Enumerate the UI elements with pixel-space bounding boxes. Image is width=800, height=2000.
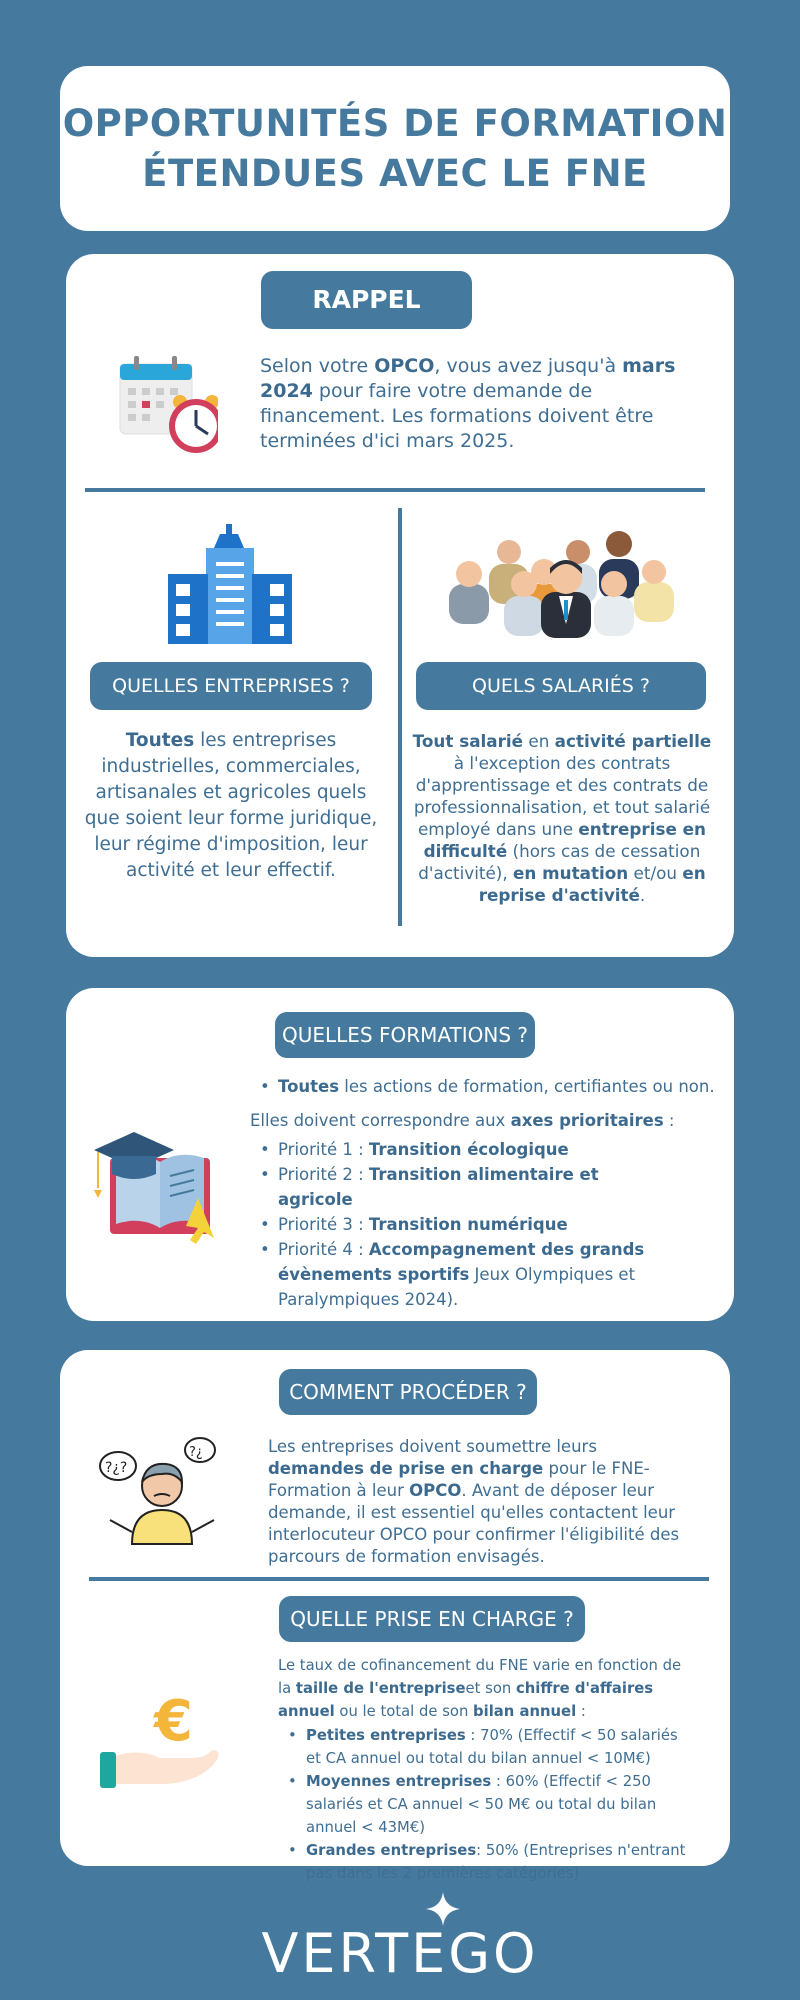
prise-heading: QUELLE PRISE EN CHARGE ? bbox=[279, 1596, 585, 1642]
priority-item: • Priorité 1 : Transition écologique bbox=[256, 1137, 666, 1162]
confused-person-icon bbox=[96, 1436, 226, 1546]
salaries-text: Tout salarié en activité partielle à l'exception des contrats d'apprentissage et des contrats de professionnalisation, et tout salarié employé dans une entreprise en difficulté (hors cas de cessation d'activité), en mutation et/ou en reprise d'activité. bbox=[412, 731, 712, 905]
priority-item: • Priorité 4 : Accompagnement des grands évènements sportifs Jeux Olympiques et Paralympiques 2024). bbox=[256, 1237, 666, 1312]
rappel-text: Selon votre OPCO, vous avez jusqu'à mars 2024 pour faire votre demande de financement. Les formations doivent être terminées d'ici mars 2025. bbox=[260, 355, 676, 452]
prise-list bbox=[284, 1724, 694, 1885]
formations-priorities bbox=[256, 1137, 666, 1312]
formations-card bbox=[66, 988, 734, 1321]
group-of-people-icon bbox=[449, 514, 679, 639]
office-building-icon bbox=[166, 516, 296, 646]
svg-text:?¿: ?¿ bbox=[189, 1445, 203, 1460]
title-line-2: ÉTENDUES AVEC LE FNE bbox=[142, 151, 648, 195]
formations-heading: QUELLES FORMATIONS ? bbox=[275, 1012, 535, 1058]
prise-item: • Petites entreprises : 70% (Effectif < 50 salariés et CA annuel ou total du bilan annuel < 10M€) bbox=[284, 1724, 694, 1770]
divider-horizontal-2 bbox=[89, 1577, 709, 1581]
divider-vertical bbox=[398, 508, 402, 926]
priority-item: • Priorité 3 : Transition numérique bbox=[256, 1212, 666, 1237]
proceder-text: Les entreprises doivent soumettre leurs demandes de prise en charge pour le FNE-Formation à leur OPCO. Avant de déposer leur demande, il est essentiel qu'elles contactent leur interlocuteur OPCO pour confirmer l'éligibilité des parcours de formation envisagés. bbox=[268, 1437, 680, 1566]
page-title bbox=[63, 99, 728, 199]
formations-all-item: • Toutes les actions de formation, certifiantes ou non. bbox=[256, 1076, 726, 1098]
priority-item: • Priorité 2 : Transition alimentaire et agricole bbox=[256, 1162, 666, 1212]
entreprises-text: Toutes les entreprises industrielles, commerciales, artisanales et agricoles quels que soient leur forme juridique, leur régime d'imposition, leur activité et leur effectif. bbox=[84, 730, 378, 881]
proceder-heading: COMMENT PROCÉDER ? bbox=[279, 1369, 537, 1415]
prise-item: • Moyennes entreprises : 60% (Effectif < 250 salariés et CA annuel < 50 M€ ou total du bilan annuel < 43M€) bbox=[284, 1770, 694, 1839]
rappel-heading: RAPPEL bbox=[261, 271, 472, 329]
title-line-1: OPPORTUNITÉS DE FORMATION bbox=[62, 101, 728, 145]
formations-all bbox=[256, 1076, 726, 1098]
svg-text:€: € bbox=[154, 1689, 193, 1754]
graduation-book-icon bbox=[90, 1128, 235, 1248]
title-card bbox=[60, 66, 730, 231]
formations-axes: Elles doivent correspondre aux axes prioritaires : bbox=[250, 1111, 675, 1130]
hand-euro-icon bbox=[100, 1686, 230, 1796]
svg-text:?¿?: ?¿? bbox=[105, 1460, 128, 1476]
prise-text: Le taux de cofinancement du FNE varie en fonction de la taille de l'entrepriseet son chiffre d'affaires annuel ou le total de son bilan annuel : bbox=[278, 1657, 682, 1720]
proceder-card bbox=[60, 1350, 730, 1882]
vertego-logo bbox=[0, 1886, 800, 1986]
divider-horizontal bbox=[85, 488, 705, 492]
prise-item: • Grandes entreprises: 50% (Entreprises n'entrant pas dans les 2 premières catégories) bbox=[284, 1839, 694, 1885]
brand-name: VERTEGO bbox=[261, 1922, 539, 1985]
rappel-card bbox=[66, 254, 734, 957]
entreprises-heading: QUELLES ENTREPRISES ? bbox=[90, 662, 372, 710]
salaries-heading: QUELS SALARIÉS ? bbox=[416, 662, 706, 710]
calendar-clock-icon bbox=[118, 354, 218, 464]
sparkle-icon bbox=[426, 1892, 460, 1926]
